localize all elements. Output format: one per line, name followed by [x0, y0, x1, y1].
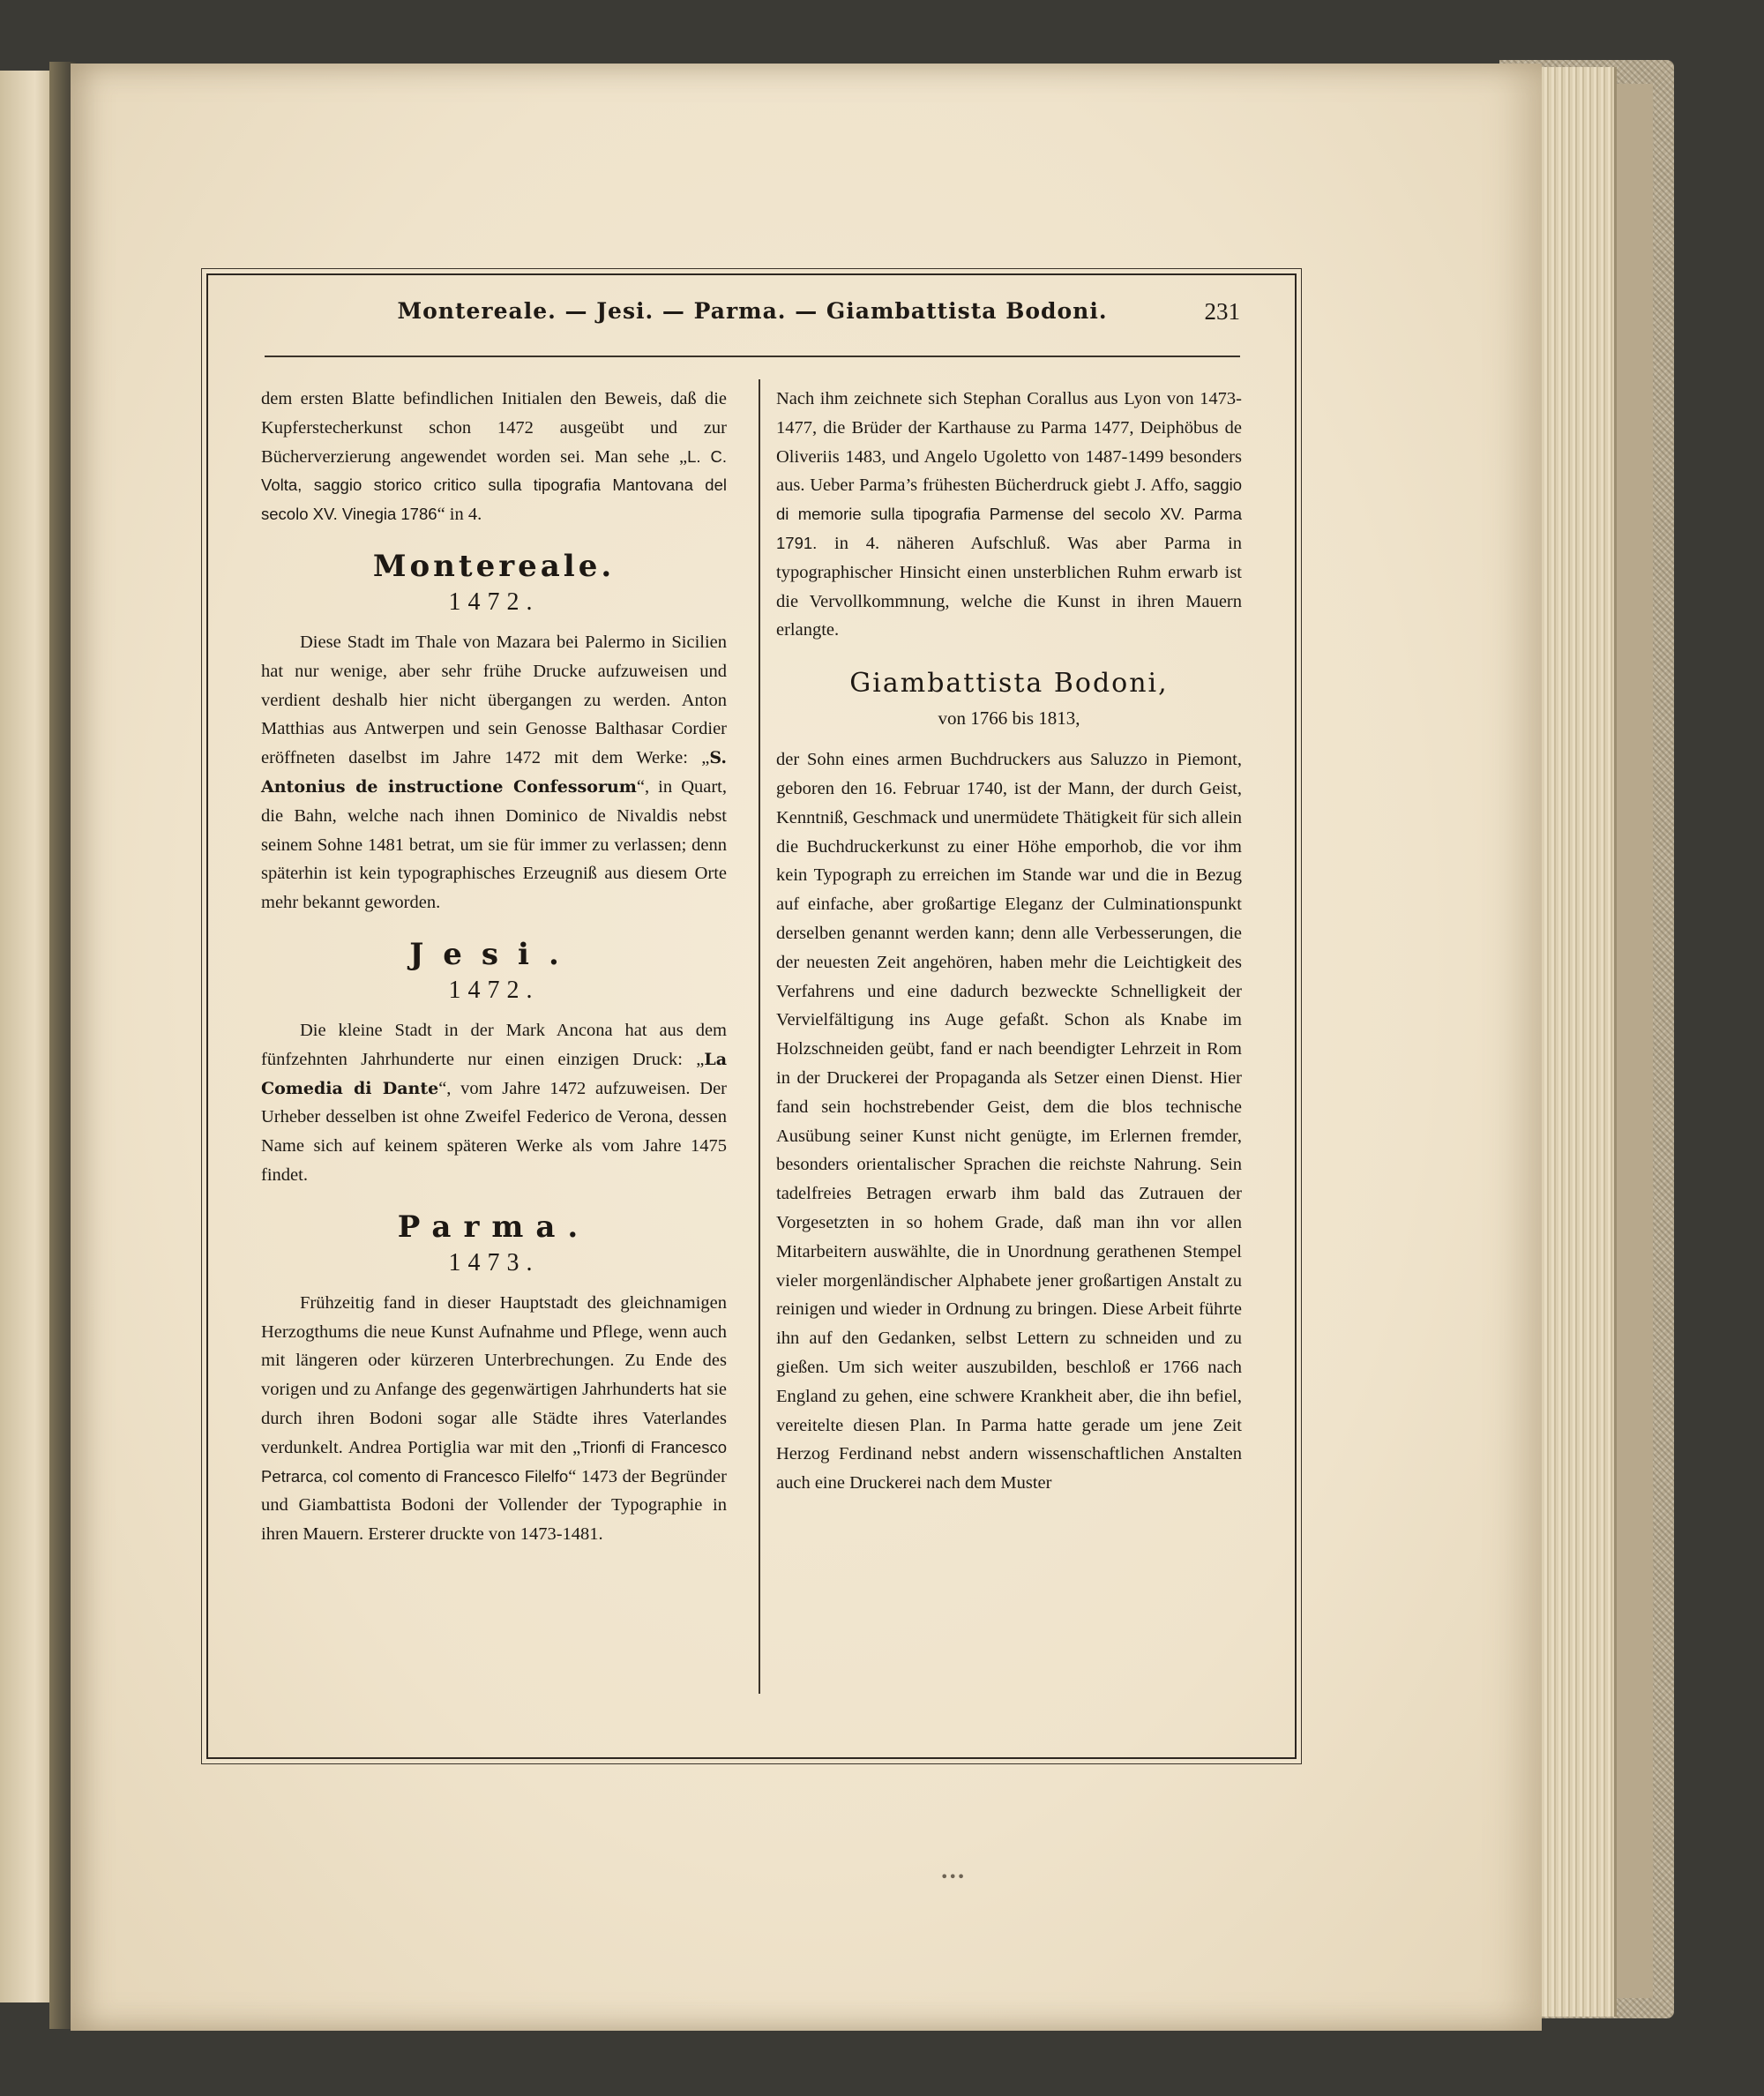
heading-bodoni: Giambattista Bodoni, [849, 668, 1169, 700]
paragraph-montereale: Diese Stadt im Thale von Mazara bei Palermo in Sicilien hat nur wenige, aber sehr frühe Drucke aufzuweisen und verdient deshalb hier nicht übergangen zu werden. Anton Matthias aus Antwerpen und sein Genosse Balthasar Cordier eröffneten daselbst im Jahre 1472 mit dem Werke: „S. Antonius de instructione Confessorum“, in Quart, die Bahn, welche nach ihnen Dominico de Nivaldis nebst seinem Sohne 1481 betrat, um sie für immer zu verlassen; denn späterhin ist kein typographisches Erzeugniß aus diesem Orte mehr bekannt geworden. [261, 632, 727, 913]
volta-citation: L. C. Volta, saggio storico critico sulla tipografia Mantovana del secolo XV. Vinegia 1786 [261, 446, 727, 524]
year-montereale: 1472. [448, 588, 540, 616]
affo-citation: saggio di memorie sulla tipografia Parmense del secolo XV. Parma 1791. [776, 475, 1242, 552]
page-number: 231 [1204, 298, 1240, 325]
page-stack-edges [1530, 67, 1617, 2017]
heading-jesi: Jesi. [409, 936, 579, 972]
heading-montereale: Montereale. [372, 548, 616, 584]
running-head [265, 298, 1240, 342]
intro-paragraph: dem ersten Blatte befindlichen Initialen den Beweis, daß die Kupferstecherkunst schon 1472 ausgeübt und zur Bücherverzierung angewendet worden sei. Man sehe „L. C. Volta, saggio storico critico sulla tipografia Mantovana del secolo XV. Vinegia 1786“ in 4. [261, 389, 727, 525]
year-parma: 1473. [448, 1248, 540, 1276]
heading-parma: Parma. [397, 1209, 591, 1245]
paragraph-parma-continued: Nach ihm zeichnete sich Stephan Corallus aus Lyon von 1473-1477, die Brüder der Karthause zu Parma 1477, Deiphöbus de Oliveriis 1483, und Angelo Ugoletto von 1487-1499 besonders aus. Ueber Parma’s frühesten Bücherdruck giebt J. Affo, saggio di memorie sulla tipografia Parmense del secolo XV. Parma 1791. in 4. näheren Aufschluß. Was aber Parma in typographischer Hinsicht einen unsterblichen Ruhm erwarb ist die Vervollkommnung, welche die Kunst in ihren Mauern erlangte. [776, 389, 1242, 640]
column-divider [759, 379, 760, 1694]
left-column [261, 385, 727, 1549]
work-title-comedia: La Comedia di Dante [261, 1049, 727, 1098]
year-jesi: 1472. [448, 976, 540, 1004]
paragraph-bodoni: der Sohn eines armen Buchdruckers aus Saluzzo in Piemont, geboren den 16. Februar 1740, ist der Mann, der durch Geist, Kenntniß, Geschmack und unermüdete Thätigkeit für sich allein die Buchdruckerkunst zu einer Höhe emporhob, die vor ihm kein Typograph zu erreichen im Stande war und die in Bezug auf einfache, aber großartige Eleganz der Culminationspunkt derselben genannt werden kann; denn alle Verbesserungen, die der neuesten Zeit angehören, haben mehr die Leichtigkeit des Verfahrens und eine dadurch bezweckte Schnelligkeit der Vervielfältigung ins Auge gefaßt. Schon als Knabe im Holzschneiden geübt, fand er nach beendigter Lehrzeit in Rom in der Druckerei der Propaganda als Setzer einen Dienst. Hier fand sein hochstrebender Geist, dem die blos technische Ausübung seiner Kunst nicht genügte, im Erlernen fremder, besonders orientalischer Sprachen die reichste Nahrung. Sein tadelfreies Betragen erwarb ihm bald das Zutrauen der Vorgesetzten in so hohem Grade, daß man ihn vor allen Mitarbeitern auswählte, die in Unordnung gerathenen Stempel vieler morgenländischer Alphabete jener großartigen Anstalt zu reinigen und wieder in Ordnung zu bringen. Diese Arbeit führte ihn auf den Gedanken, selbst Lettern zu schneiden und zu gießen. Um sich weiter auszubilden, beschloß er 1766 nach England zu gehen, eine schwere Krankheit aber, die ihn befiel, vereitelte diesen Plan. In Parma hatte gerade um jene Zeit Herzog Ferdinand nebst andern wissenschaftlichen Anstalten auch eine Druckerei nach dem Muster [776, 750, 1242, 1493]
paragraph-jesi: Die kleine Stadt in der Mark Ancona hat aus dem fünfzehnten Jahrhunderte nur einen einzigen Druck: „La Comedia di Dante“, vom Jahre 1472 aufzuweisen. Der Urheber desselben ist ohne Zweifel Federico de Verona, dessen Name sich auf keinem späteren Werke als vom Jahre 1475 findet. [261, 1020, 727, 1185]
footer-mark: ••• [940, 1868, 966, 1885]
running-title: Montereale. — Jesi. — Parma. — Giambattista Bodoni. [397, 298, 1108, 324]
work-title-trionfi: Trionfi di Francesco Petrarca, col comento di Francesco Filelfo [261, 1437, 727, 1486]
work-title-antonius: S. Antonius de instructione Confessorum [261, 748, 727, 797]
subheading-bodoni-dates: von 1766 bis 1813, [938, 707, 1080, 730]
paragraph-parma: Frühzeitig fand in dieser Hauptstadt des gleichnamigen Herzogthums die neue Kunst Aufnahme und Pflege, wenn auch mit längeren oder kürzeren Unterbrechungen. Zu Ende des vorigen und zu Anfange des gegenwärtigen Jahrhunderts hat sie durch ihren Bodoni sogar alle Städte ihres Vaterlandes verdunkelt. Andrea Portiglia war mit den „Trionfi di Francesco Petrarca, col comento di Francesco Filelfo“ 1473 der Begründer und Giambattista Bodoni der Vollender der Typographie in ihren Mauern. Ersterer druckte von 1473-1481. [261, 1292, 727, 1545]
header-rule [265, 356, 1240, 357]
right-column [776, 385, 1242, 1498]
